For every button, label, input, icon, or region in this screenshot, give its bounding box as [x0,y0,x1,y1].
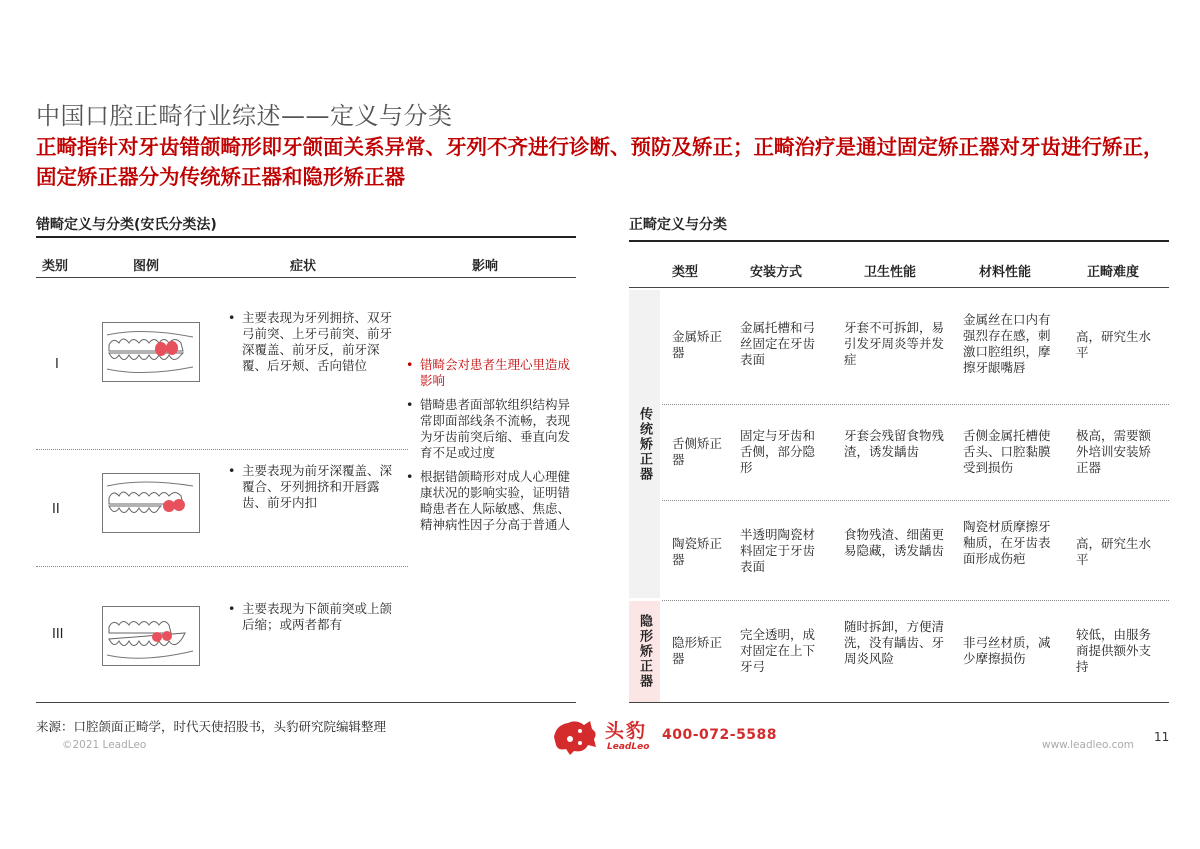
left-title-rule [36,236,576,238]
symptoms-list-i [226,310,402,382]
impact-item-physiological: • 错畸会对患者生理心里造成影响 [404,357,576,389]
row-invisible-difficulty: 较低，由服务商提供额外支持 [1076,627,1152,674]
brand-name-en: LeadLeo [607,742,650,752]
page-number: 11 [1154,730,1170,744]
page-title: 中国口腔正畸行业综述——定义与分类 [36,102,453,130]
teeth-illustration-iii [103,607,199,665]
left-header-illustration: 图例 [133,259,160,274]
right-section-title: 正畸定义与分类 [629,217,727,233]
right-header-type: 类型 [672,265,699,280]
symptom-item: • 主要表现为牙列拥挤、双牙弓前突、上牙弓前突、前牙深覆盖、前牙反，前牙深覆、后牙颊、舌向错位 [226,310,402,374]
row-invisible-hygiene: 随时拆卸，方便清洗，没有龋齿、牙周炎风险 [844,619,945,666]
left-header-class: 类别 [42,259,69,274]
row-ceramic-install: 半透明陶瓷材料固定于牙齿表面 [740,527,816,574]
symptom-item: • 主要表现为下颌前突或上颌后缩；或两者都有 [226,601,402,633]
right-header-hygiene: 卫生性能 [864,265,917,280]
symptoms-list-iii [226,601,402,641]
group-label-traditional [629,290,660,598]
teeth-diagram-class-i [102,322,200,382]
row-ceramic-hygiene: 食物残渣、细菌更易隐藏，诱发龋齿 [844,527,945,558]
row-metal-install: 金属托槽和弓丝固定在牙齿表面 [740,320,816,367]
right-bottom-rule [629,702,1169,703]
source-note: 来源：口腔颌面正畸学，时代天使招股书，头豹研究院编辑整理 [36,719,387,734]
brand-name: 头豹 [605,720,648,742]
row-metal-type: 金属矫正器 [672,329,723,360]
right-header-difficulty: 正畸难度 [1087,265,1140,280]
row-ceramic-type: 陶瓷矫正器 [672,536,723,567]
group-label-traditional-text: 传统矫正器 [637,406,652,482]
right-header-material: 材料性能 [979,265,1032,280]
row-lingual-hygiene: 牙套会残留食物残渣，诱发龋齿 [844,428,945,459]
right-row-divider-3 [662,600,1169,601]
right-row-divider-1 [662,404,1169,405]
row-lingual-install: 固定与牙齿和舌侧，部分隐形 [740,428,816,475]
symptoms-list-ii [226,463,402,519]
symptom-item: • 主要表现为前牙深覆盖、深覆合、牙列拥挤和开唇露齿、前牙内扣 [226,463,402,511]
group-label-invisible-text: 隐形矫正器 [637,614,652,689]
row-ceramic-material: 陶瓷材质摩擦牙釉质，在牙齿表面形成伤疤 [963,519,1051,566]
page-subtitle: 正畸指针对牙齿错颌畸形即牙颌面关系异常、牙列不齐进行诊断、预防及矫正；正畸治疗是通过固定矫正器对牙齿进行矫正，固定矫正器分为传统矫正器和隐形矫正器 [36,135,1164,189]
row-ceramic-difficulty: 高，研究生水平 [1076,536,1152,567]
row-invisible-type: 隐形矫正器 [672,635,723,666]
teeth-diagram-class-iii [102,606,200,666]
row-invisible-material: 非弓丝材质，减少摩擦损伤 [963,635,1051,666]
impact-item-facial: • 错畸患者面部软组织结构异常即面部线条不流畅，表现为牙齿前突后缩、垂直向发育不足或过度 [404,397,576,461]
right-title-rule [629,240,1169,242]
copyright: ©2021 LeadLeo [62,739,147,751]
left-section-title: 错畸定义与分类(安氏分类法) [36,217,217,233]
website: www.leadleo.com [1042,739,1134,751]
teeth-illustration-i [103,323,199,381]
row-metal-material: 金属丝在口内有强烈存在感，刺激口腔组织，摩擦牙龈嘴唇 [963,312,1051,375]
row-metal-difficulty: 高，研究生水平 [1076,329,1152,360]
teeth-illustration-ii [103,474,199,532]
row-lingual-type: 舌侧矫正器 [672,436,723,467]
class-label-iii: III [52,627,64,642]
impact-list [404,357,576,541]
right-row-divider-2 [662,500,1169,501]
leadleo-leopard-logo-icon [550,717,600,755]
right-header-install: 安装方式 [750,265,803,280]
left-bottom-rule [36,702,576,703]
row-metal-hygiene: 牙套不可拆卸，易引发牙周炎等并发症 [844,320,945,367]
class-label-i: I [55,357,59,372]
left-row-divider-1 [36,449,408,450]
row-lingual-difficulty: 极高，需要额外培训安装矫正器 [1076,428,1152,475]
contact-phone: 400-072-5588 [662,727,778,743]
row-invisible-install: 完全透明，成对固定在上下牙弓 [740,627,816,674]
left-header-impact: 影响 [472,259,499,274]
impact-item-psychological: • 根据错颌畸形对成人心理健康状况的影响实验，证明错畸患者在人际敏感、焦虑、精神病性因子分高于普通人 [404,469,576,533]
right-header-rule [629,287,1169,288]
left-header-rule [36,277,576,278]
left-row-divider-2 [36,566,408,567]
group-label-invisible [629,601,660,702]
left-header-symptoms: 症状 [290,259,317,274]
class-label-ii: II [52,502,60,517]
row-lingual-material: 舌侧金属托槽使舌头、口腔黏膜受到损伤 [963,428,1051,475]
teeth-diagram-class-ii [102,473,200,533]
